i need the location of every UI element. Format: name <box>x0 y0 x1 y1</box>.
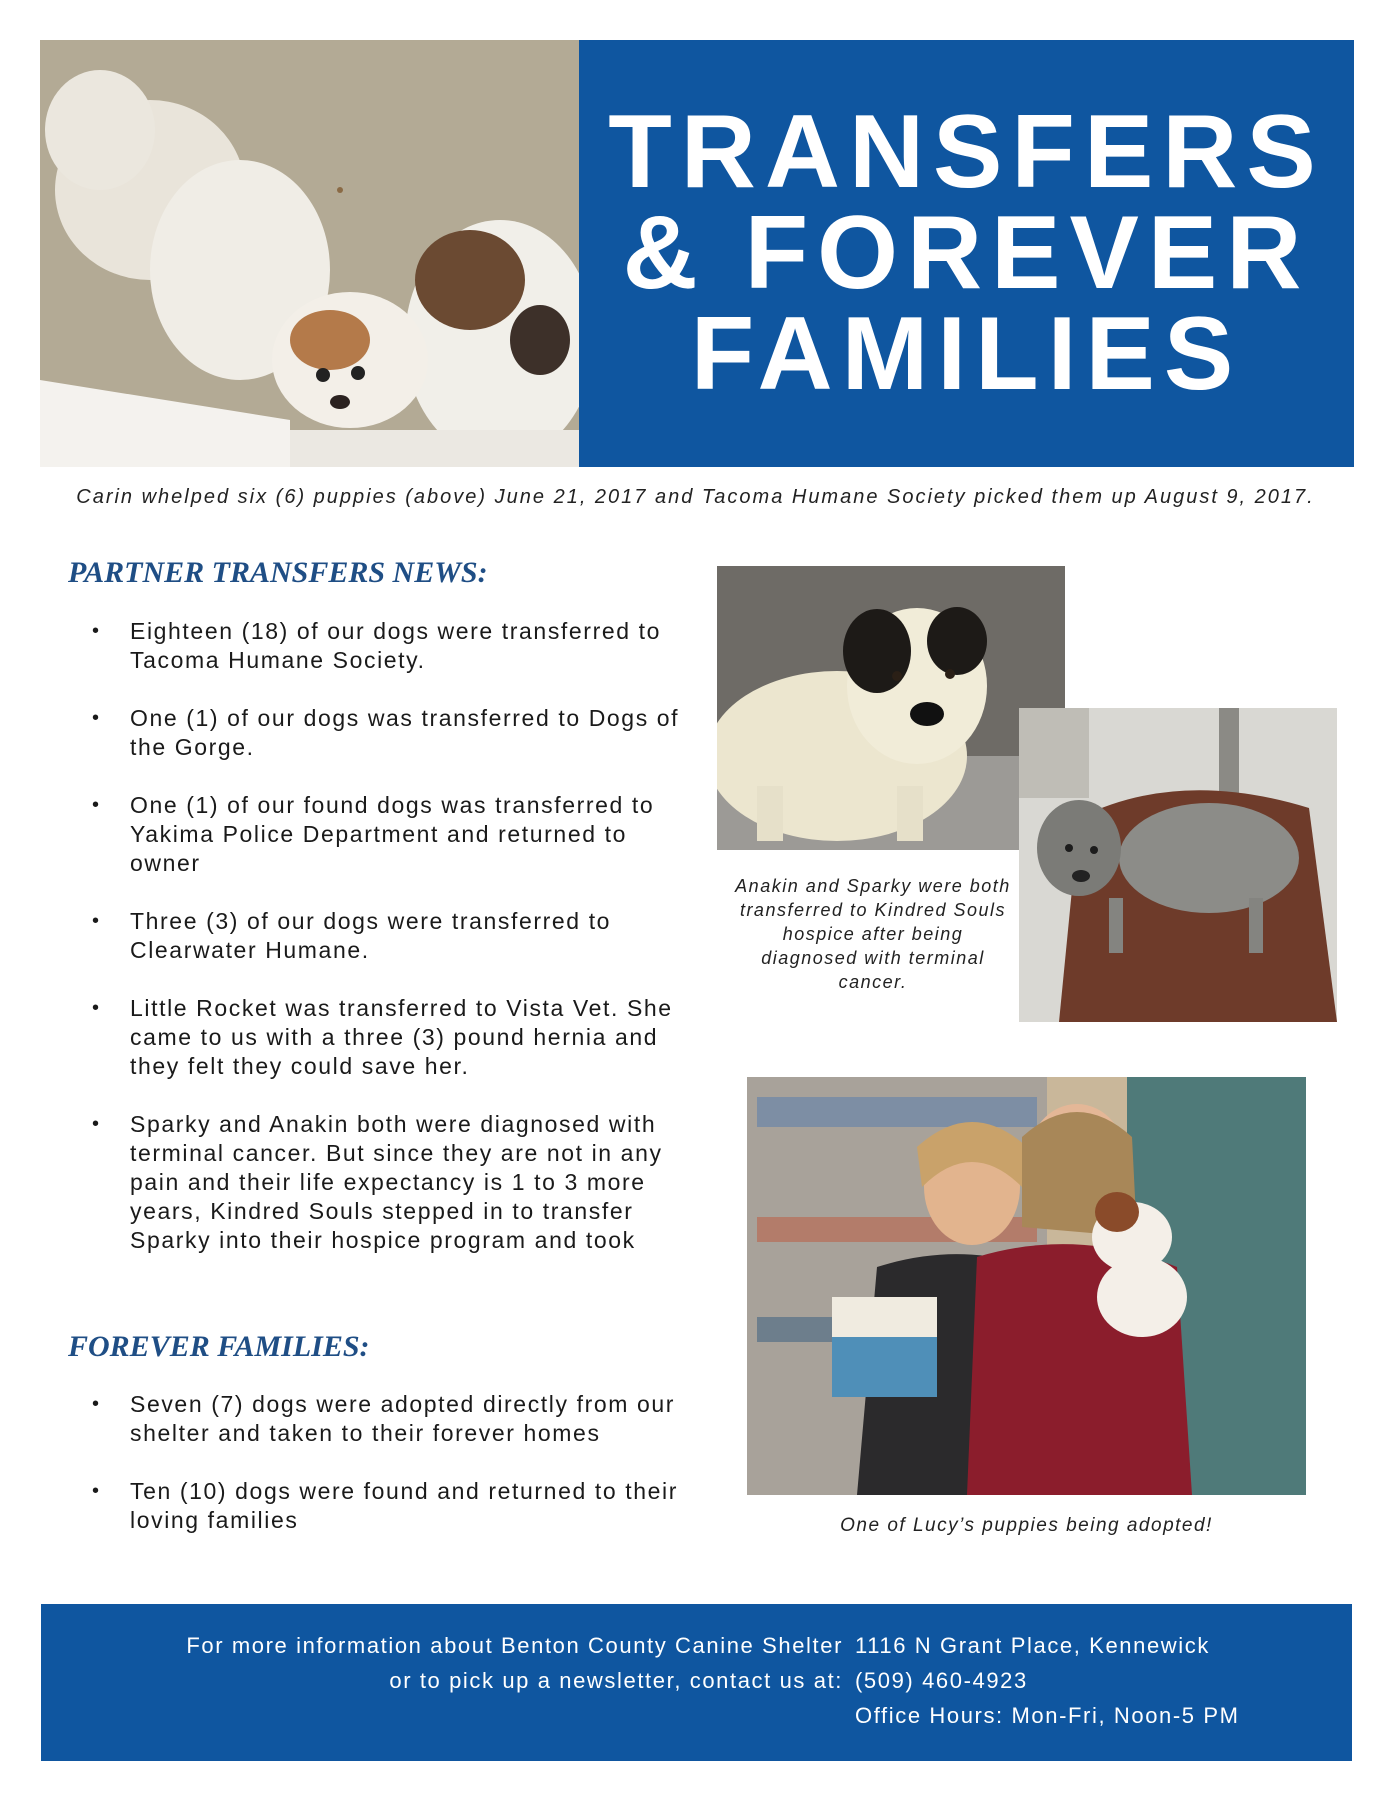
title-line-3: FAMILIES <box>690 296 1243 412</box>
list-item-text: Sparky and Anakin both were diagnosed with terminal cancer. But since they are not in any pain and their life expectancy is 1 to 3 more years, Kindred Souls stepped in to transfer Sparky into their hospice program and took <box>130 1111 663 1253</box>
bullet-icon: • <box>92 1393 101 1415</box>
list-item-text: Little Rocket was transferred to Vista Vet. She came to us with a three (3) pound hernia and they felt they could save her. <box>130 995 673 1079</box>
footer-address: 1116 N Grant Place, Kennewick <box>855 1633 1210 1658</box>
bullet-icon: • <box>92 910 101 932</box>
anakin-photo <box>717 566 1065 850</box>
footer-info-line-2: or to pick up a newsletter, contact us at: <box>389 1668 843 1693</box>
title-line-2: & FOREVER <box>622 195 1311 311</box>
bullet-icon: • <box>92 997 101 1019</box>
footer-info <box>186 1628 843 1698</box>
list-item <box>68 791 688 878</box>
footer-hours: Office Hours: Mon-Fri, Noon-5 PM <box>855 1703 1240 1728</box>
list-item <box>68 1477 688 1535</box>
bullet-icon: • <box>92 1480 101 1502</box>
adoption-caption: One of Lucy’s puppies being adopted! <box>840 1515 1213 1536</box>
forever-families-list-wrap <box>68 1390 688 1564</box>
list-item-text: One (1) of our found dogs was transferred to Yakima Police Department and returned to owner <box>130 792 655 876</box>
hospice-caption: Anakin and Sparky were both transferred to Kindred Souls hospice after being diagnosed with terminal cancer. <box>735 876 1011 992</box>
bullet-icon: • <box>92 794 101 816</box>
bullet-icon: • <box>92 707 101 729</box>
puppies-caption: Carin whelped six (6) puppies (above) June 21, 2017 and Tacoma Humane Society picked them up August 9, 2017. <box>76 486 1315 508</box>
footer-contact <box>855 1628 1240 1733</box>
list-item <box>68 617 688 675</box>
partner-transfers-list-wrap <box>68 617 688 1284</box>
list-item-text: Three (3) of our dogs were transferred to Clearwater Humane. <box>130 908 612 963</box>
title-banner <box>579 40 1354 467</box>
footer-phone: (509) 460-4923 <box>855 1668 1028 1693</box>
title-line-1: TRANSFERS <box>608 94 1325 210</box>
forever-families-heading: FOREVER FAMILIES: <box>68 1330 370 1363</box>
list-item <box>68 907 688 965</box>
list-item <box>68 704 688 762</box>
puppies-photo <box>40 40 579 467</box>
adoption-photo <box>747 1077 1306 1495</box>
sparky-photo <box>1019 708 1337 1022</box>
list-item <box>68 994 688 1081</box>
forever-families-list <box>68 1390 688 1535</box>
bullet-icon: • <box>92 1113 101 1135</box>
list-item-text: Eighteen (18) of our dogs were transferred to Tacoma Humane Society. <box>130 618 661 673</box>
bullet-icon: • <box>92 620 101 642</box>
list-item-text: Seven (7) dogs were adopted directly from our shelter and taken to their forever homes <box>130 1391 676 1446</box>
footer-info-line-1: For more information about Benton County Canine Shelter <box>186 1633 843 1658</box>
list-item <box>68 1390 688 1448</box>
list-item-text: One (1) of our dogs was transferred to Dogs of the Gorge. <box>130 705 680 760</box>
partner-transfers-heading: PARTNER TRANSFERS NEWS: <box>68 556 488 589</box>
partner-transfers-list <box>68 617 688 1255</box>
list-item <box>68 1110 688 1255</box>
list-item-text: Ten (10) dogs were found and returned to their loving families <box>130 1478 678 1533</box>
